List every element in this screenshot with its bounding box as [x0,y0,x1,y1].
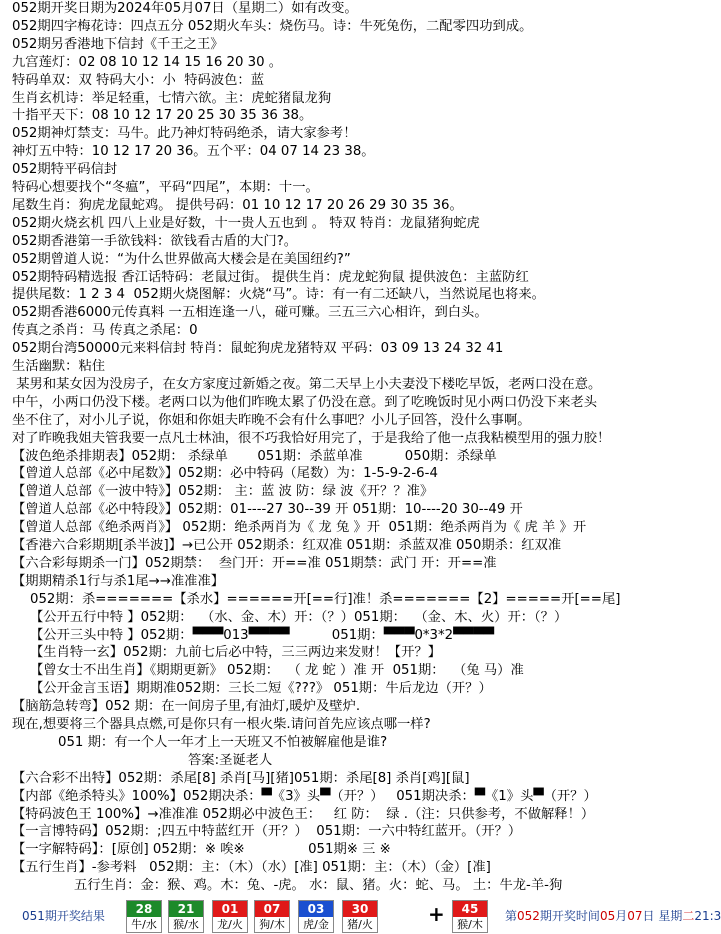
text-line: 坐不住了，对小儿子说，你姐和你姐夫昨晚不会有什么事吧？小儿子回答，没什么事啊。 [12,412,531,428]
text-line: 052期神灯禁支：马牛。此乃神灯特码绝杀，请大家参考！ [12,126,357,142]
result-ball [298,900,334,933]
text-line: 052期香港6000元传真料 一五相连逢一八，碰可赚。三五三六心相许，到白头。 [12,305,488,321]
text-line: 对了昨晚我姐夫管我要一点凡士林油，很不巧我恰好用完了，于是我给了他一点我粘模型用的强力胶！ [12,430,611,446]
text-line: 【曾道人总部《必中尾数》】052期：必中特码（尾数）为：1-5-9-2-6-4 [12,466,438,482]
text-line: 【生肖特一玄】052期：九前七后必中特，三三两边来发财！【开？】 [30,645,441,661]
text-line: 052期另香港地下信封《千王之王》 [12,36,224,52]
text-line: 052期：杀=======【杀水】======开[==行]准！杀=======【2】=====开[==尾] [30,591,621,607]
text-line: 答案:圣诞老人 [188,752,273,768]
text-line: 052期特平码信封 [12,162,118,178]
text-line: 052期台湾50000元来料信封 特肖：鼠蛇狗虎龙猪特双 平码：03 09 13 24 32 41 [12,341,504,357]
text-line: 现在,想要将三个器具点燃,可是你只有一根火柴.请问首先应该点哪一样? [12,717,431,732]
ball-zodiac: 猴/水 [173,918,199,931]
text-line: 九宫莲灯：02 08 10 12 14 15 16 20 30 。 [12,54,283,70]
result-ball [126,900,162,933]
ball-number: 30 [343,901,377,917]
text-line: 提供尾数：1 2 3 4 052期火烧图解：火烧“马”。诗：有一有二还缺八，当然说尾也将来。 [12,287,545,303]
text-line: 【公开五行中特 】052期： （水、金、木）开：（？）051期： （金、木、火）开：（？） [30,609,568,625]
text-line: 十指平天下：08 10 12 17 20 25 30 35 36 38。 [12,108,313,124]
text-line: 【波色绝杀排期表】052期： 杀绿单 051期：杀蓝单准 050期：杀绿单 [12,448,497,464]
text-line: 052期曾道人说：“为什么世界做高大楼会是在美国纽约?” [12,251,351,267]
text-line: 【脑筋急转弯】052 期：在一间房子里,有油灯,暖炉及壁炉. [12,699,361,715]
text-line: 尾数生肖：狗虎龙鼠蛇鸡。 提供号码：01 10 12 17 20 26 29 30 35 36。 [12,197,463,213]
text-line: 特码心想要找个“冬瘟”，平码“四尾”，本期：十一。 [12,180,319,195]
text-line: 【曾道人总部《一波中特》】052期： 主：蓝 波 防：绿 波《开？？准》 [12,484,434,500]
next-draw-time: 第052期开奖时间05月07日 星期二21:3 [505,909,721,923]
text-line: 【曾女士不出生肖】《期期更新》 052期： （ 龙 蛇 ）准 开 051期： （兔 马）准 [30,663,524,679]
ball-zodiac: 龙/火 [217,918,243,931]
text-line: 052期火烧玄机 四八上业是好数，十一贵人五也到 。 特双 特肖：龙鼠猪狗蛇虎 [12,215,480,231]
result-ball [168,900,204,933]
ball-zodiac: 狗/木 [259,918,285,931]
text-line: 【香港六合彩期期[杀半波]】→已公开 052期杀：红双准 051期：杀蓝双准 050期杀：红双准 [12,538,562,553]
ball-zodiac: 虎/金 [303,918,329,931]
ball-number: 07 [255,901,289,917]
text-line: 【一字解特码】：[原创] 052期：※ 唉※ 051期※ 三 ※ [12,842,391,858]
text-line: 052期香港第一手欲钱料：欲钱看古盾的大门?。 [12,233,298,249]
ball-zodiac: 牛/水 [131,918,157,931]
text-line: 神灯五中特：10 12 17 20 36。五个平：04 07 14 23 38。 [12,144,375,160]
draw-result-label: 051期开奖结果 [22,909,105,923]
text-line: 【五行生肖】-参考料 052期：主：（木）（水）[准] 051期：主：（木）（金）[准] [12,860,491,876]
text-line: 052期特码精选报 香江话特码：老鼠过街。 提供生肖：虎龙蛇狗鼠 提供波色：主蓝防红 [12,269,529,285]
text-line: 特码单双：双 特码大小：小 特码波色：蓝 [12,72,265,88]
text-line: 【期期精杀1行与杀1尾→→准准准】 [12,573,225,589]
result-ball [342,900,378,933]
ball-zodiac: 猴/木 [457,918,483,931]
text-line: 【内部《绝杀特头》100%】052期决杀：▀《3》头▀（开？） 051期决杀：▀《1》头▀（开？） [12,788,597,804]
ball-number: 28 [127,901,161,917]
ball-number: 03 [299,901,333,917]
text-line: 052期开奖日期为2024年05月07日（星期二）如有改变。 [12,1,358,16]
text-line: 中午，小两口仍没下楼。老两口以为他们昨晚太累了仍没在意。到了吃晚饭时见小两口仍没下来老头 [12,394,598,410]
text-line: 生活幽默：粘住 [12,359,106,374]
ball-number: 01 [213,901,247,917]
text-line: 051 期：有一个人一年才上一天班又不怕被解雇他是谁? [58,734,388,750]
text-line: 某男和某女因为没房子，在女方家度过新婚之夜。第二天早上小夫妻没下楼吃早饭，老两口没在意。 [12,376,602,392]
ball-zodiac: 猪/火 [347,918,373,931]
text-line: 【公开金言玉语】期期准052期：三长二短《???》 051期：牛后龙边（开？） [30,681,492,697]
text-line: 【一言博特码】052期：;四五中特蓝红开（开？） 051期：一六中特红蓝开。（开？） [12,824,522,840]
result-ball [212,900,248,933]
text-line: 传真之杀肖：马 传真之杀尾：0 [12,323,198,339]
plus-sign: + [428,902,445,926]
text-line: 生肖玄机诗：举足轻重，七情六欲。主：虎蛇猪鼠龙狗 [12,90,332,106]
text-line: 【特码波色王 100%】→准准准 052期必中波色王： 红 防： 绿 .（注：只供参考，不做解释！） [12,806,595,822]
ball-number: 21 [169,901,203,917]
text-line: 【六合彩不出特】052期：杀尾[8] 杀肖[马][猪]051期：杀尾[8] 杀肖[鸡][鼠] [12,770,470,786]
text-line: 052期四字梅花诗：四点五分 052期火车头：烧伤马。诗：牛死兔伤，二配零四功到成。 [12,18,533,34]
text-line: 【曾道人总部《必中特段》】052期：01----27 30--39 开 051期：10----20 30--49 开 [12,502,523,518]
text-line: 五行生肖：金：猴、鸡。木：兔、-虎。 水：鼠、猪。火：蛇、马。 土：牛龙-羊-狗 [74,878,563,894]
result-ball [452,900,488,933]
text-line: 【公开三头中特 】052期：▀▀▀013▀▀▀▀ 051期：▀▀▀0*3*2▀▀▀▀ [30,627,495,643]
draw-result-bar [0,896,721,934]
ball-number: 45 [453,901,487,917]
result-ball [254,900,290,933]
text-line: 【曾道人总部《绝杀两肖》】 052期：绝杀两肖为《 龙 兔 》开 051期：绝杀两肖为《 虎 羊 》开 [12,520,587,536]
text-line: 【六合彩每期杀一门】052期禁： 叁门开：开==准 051期禁：武门 开：开==准 [12,555,497,571]
